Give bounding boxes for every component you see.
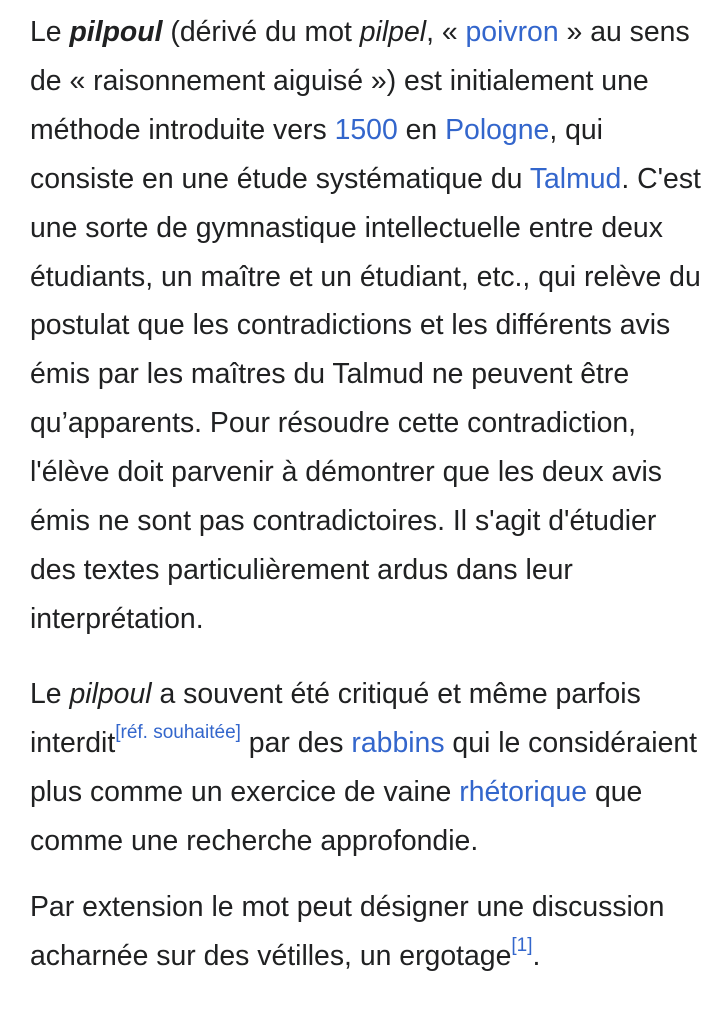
link-1500[interactable]: 1500 bbox=[334, 113, 398, 146]
text-run: Le bbox=[30, 16, 70, 48]
text-run: . C'est une sorte de gymnastique intellectuelle entre deux étudiants, un maître et un étudiant, etc., qui relève du postulat que les contradictions et les différents avis émis par les maîtres du Talmud ne peuvent être qu’apparents. Pour résoudre cette contradiction, l'élève doit parvenir à démontrer que les deux avis émis ne sont pas contradictoires. Il s'agit d'étudier des textes particulièrement ardus dans leur interprétation. bbox=[30, 162, 701, 635]
text-run: , qui consiste en une étude systématique du bbox=[30, 113, 603, 195]
text-run: que comme une recherche approfondie. bbox=[30, 775, 643, 857]
text-run: par des bbox=[240, 726, 352, 759]
text-run: » au sens de « raisonnement aiguisé ») est initialement une méthode introduite vers bbox=[30, 16, 690, 146]
link-poivron[interactable]: poivron bbox=[465, 16, 559, 48]
paragraph-definition bbox=[30, 8, 702, 644]
link-pologne[interactable]: Pologne bbox=[445, 113, 550, 146]
reference-1-link[interactable]: [1] bbox=[511, 935, 533, 957]
article-body bbox=[30, 8, 702, 981]
text-run: a souvent été critiqué et même parfois interdit bbox=[30, 677, 641, 759]
text-run: . bbox=[532, 940, 541, 973]
text-run: en bbox=[397, 113, 446, 146]
term-bold-italic: pilpoul bbox=[69, 16, 163, 48]
reference-1-link-wrap bbox=[511, 935, 532, 956]
link-rabbins[interactable]: rabbins bbox=[351, 726, 445, 759]
paragraph-criticism bbox=[30, 670, 702, 866]
text-run: qui le considéraient plus comme un exercice de vaine bbox=[30, 726, 698, 808]
text-run: (dérivé du mot bbox=[162, 16, 360, 48]
citation-needed-link-wrap bbox=[115, 722, 241, 743]
term-italic: pilpoul bbox=[69, 677, 152, 710]
text-run: Le bbox=[30, 677, 70, 710]
term-italic: pilpel bbox=[359, 16, 427, 48]
link-talmud[interactable]: Talmud bbox=[529, 162, 622, 195]
text-run: Par extension le mot peut désigner une discussion acharnée sur des vétilles, un ergotage bbox=[30, 891, 665, 973]
link-rhetorique[interactable]: rhétorique bbox=[459, 775, 588, 808]
paragraph-extension bbox=[30, 883, 702, 981]
text-run: , « bbox=[426, 16, 466, 48]
citation-needed-link[interactable]: [réf. souhaitée] bbox=[115, 721, 241, 743]
